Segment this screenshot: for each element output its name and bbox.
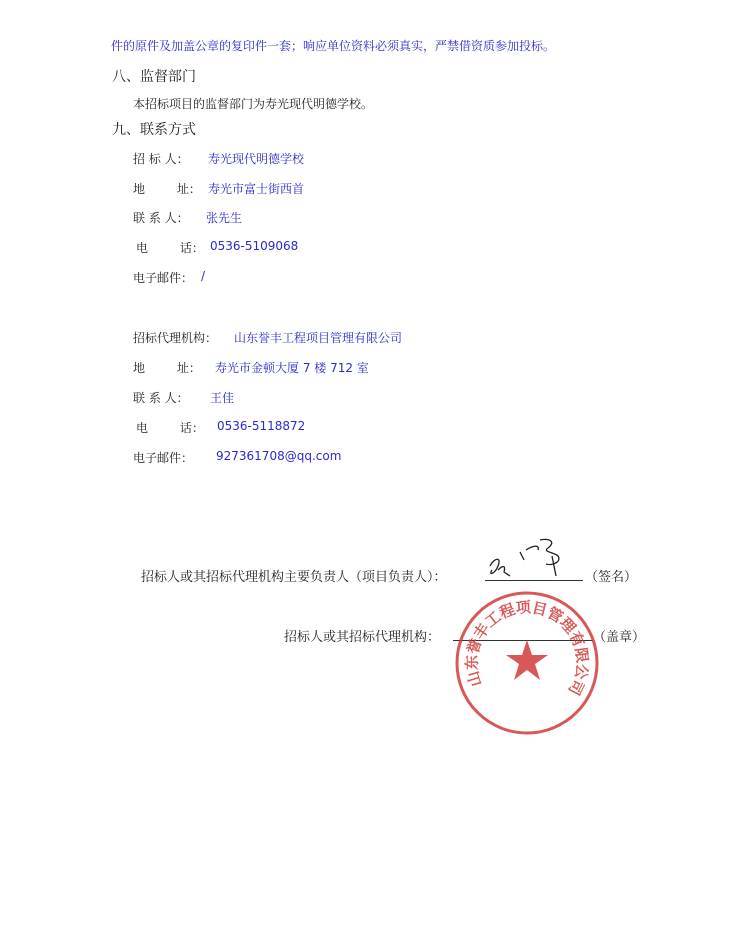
company-seal-stamp — [452, 588, 602, 738]
agency-name-value: 山东誉丰工程项目管理有限公司 — [234, 331, 403, 345]
tenderer-phone-label: 电 话： — [136, 241, 204, 255]
signature-line1-label: 招标人或其招标代理机构主要负责人（项目负责人）： — [141, 570, 447, 585]
agency-email-value: 927361708@qq.com — [216, 449, 342, 463]
stamp-text: 山东誉丰工程项目管理有限公司 — [462, 598, 592, 699]
signature-line2-suffix: （盖章） — [593, 630, 646, 645]
tenderer-phone-value: 0536-5109068 — [210, 239, 299, 253]
agency-contact-value: 王佳 — [210, 391, 235, 405]
tenderer-email-label: 电子邮件： — [133, 271, 194, 285]
tenderer-contact-value: 张先生 — [206, 211, 243, 225]
signature-line2-label: 招标人或其招标代理机构： — [284, 630, 441, 645]
agency-address-value: 寿光市金顿大厦 7 楼 712 室 — [215, 361, 369, 375]
agency-phone-label: 电 话： — [136, 421, 204, 435]
tenderer-contact-label: 联 系 人： — [133, 211, 189, 225]
section8-text-content: 本招标项目的监督部门为寿光现代明德学校。 — [133, 97, 374, 111]
intro-line: 件的原件及加盖公章的复印件一套；响应单位资料必须真实，严禁借资质参加投标。 — [111, 39, 556, 53]
tenderer-address-label: 地 址： — [133, 182, 201, 196]
agency-address-label: 地 址： — [133, 361, 201, 375]
agency-phone-value: 0536-5118872 — [217, 419, 306, 433]
section9-heading: 九、联系方式 — [112, 122, 196, 138]
section8-text — [133, 95, 373, 112]
agency-name-label: 招标代理机构： — [133, 331, 218, 345]
agency-contact-label: 联 系 人： — [133, 391, 189, 405]
agency-email-label: 电子邮件： — [133, 451, 194, 465]
section8-heading: 八、监督部门 — [112, 69, 196, 85]
tenderer-email-value: / — [201, 269, 206, 283]
signature-line1-suffix: （签名） — [585, 570, 638, 585]
tenderer-name-label: 招 标 人： — [133, 152, 189, 166]
star-icon — [506, 640, 548, 680]
tenderer-address-value: 寿光市富士街西首 — [208, 182, 305, 196]
handwritten-signature — [480, 536, 592, 586]
tenderer-name-value: 寿光现代明德学校 — [208, 152, 305, 166]
